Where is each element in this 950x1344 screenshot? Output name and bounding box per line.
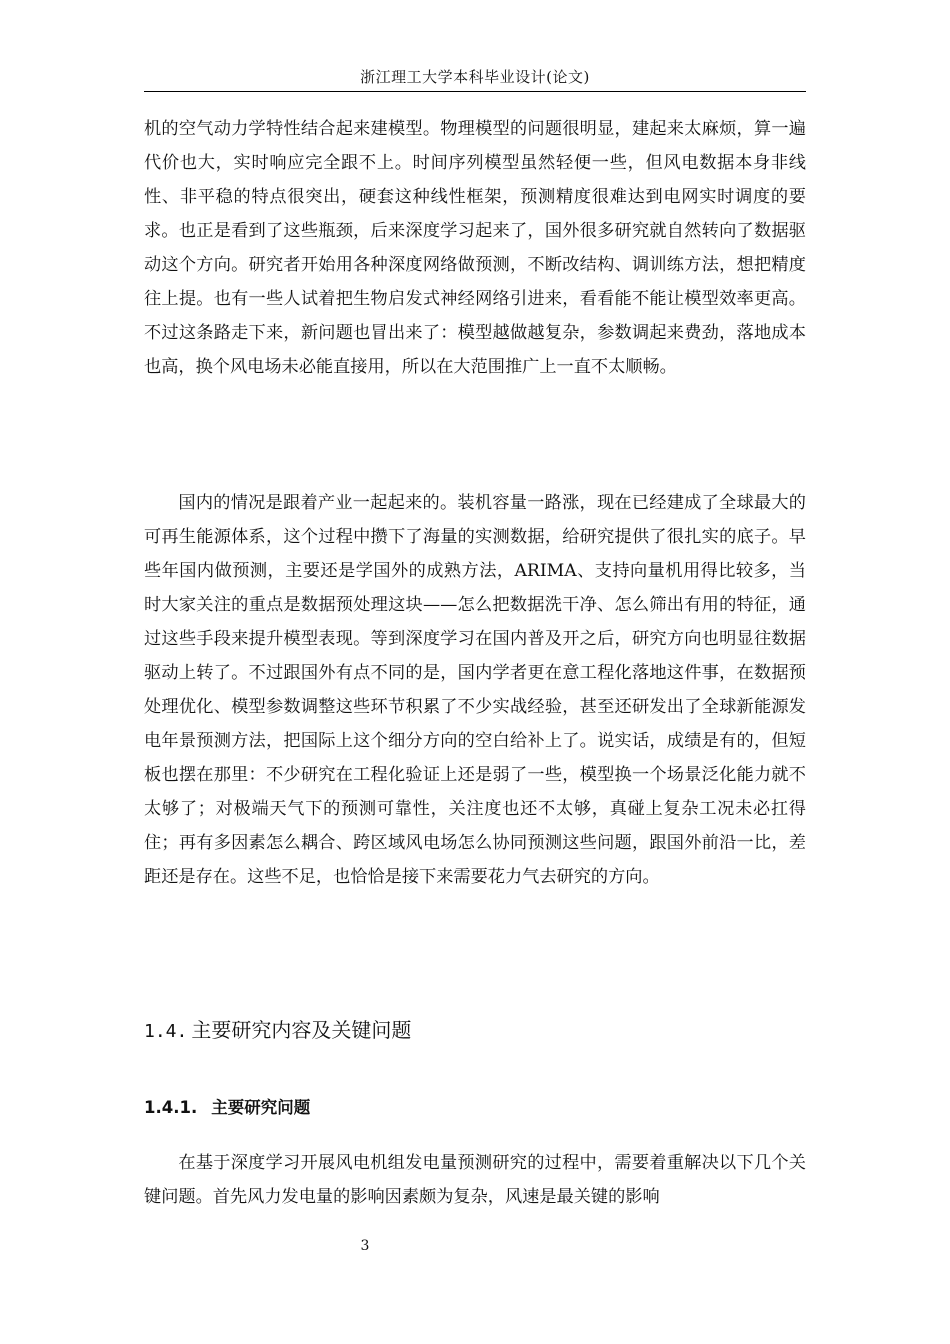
section-number: 1.4. (144, 1021, 188, 1042)
subsection-number: 1.4.1. (144, 1098, 198, 1117)
section-title: 主要研究内容及关键问题 (191, 1018, 412, 1042)
subsection-title: 主要研究问题 (211, 1098, 311, 1117)
paragraph-3: 在基于深度学习开展风电机组发电量预测研究的过程中，需要着重解决以下几个关键问题。首先风力发电量的影响因素颇为复杂，风速是最关键的影响 (144, 1153, 806, 1207)
header-divider (144, 91, 806, 92)
page-number: 3 (360, 1238, 370, 1254)
page-header-title: 浙江理工大学本科毕业设计(论文) (360, 68, 590, 86)
paragraph-1: 机的空气动力学特性结合起来建模型。物理模型的问题很明显，建起来太麻烦，算一遍代价也大，实时响应完全跟不上。时间序列模型虽然轻便一些，但风电数据本身非线性、非平稳的特点很突出，硬套这种线性框架，预测精度很难达到电网实时调度的要求。也正是看到了这些瓶颈，后来深度学习起来了，国外很多研究就自然转向了数据驱动这个方向。研究者开始用各种深度网络做预测，不断改结构、调训练方法，想把精度往上提。也有一些人试着把生物启发式神经网络引进来，看看能不能让模型效率更高。不过这条路走下来，新问题也冒出来了：模型越做越复杂，参数调起来费劲，落地成本也高，换个风电场未必能直接用，所以在大范围推广上一直不太顺畅。 (144, 119, 806, 377)
section-heading (144, 1014, 411, 1043)
paragraph-2: 国内的情况是跟着产业一起起来的。装机容量一路涨，现在已经建成了全球最大的可再生能源体系，这个过程中攒下了海量的实测数据，给研究提供了很扎实的底子。早些年国内做预测，主要还是学国外的成熟方法，ARIMA、支持向量机用得比较多，当时大家关注的重点是数据预处理这块——怎么把数据洗干净、怎么筛出有用的特征，通过这些手段来提升模型表现。等到深度学习在国内普及开之后，研究方向也明显往数据驱动上转了。不过跟国外有点不同的是，国内学者更在意工程化落地这件事，在数据预处理优化、模型参数调整这些环节积累了不少实战经验，甚至还研发出了全球新能源发电年景预测方法，把国际上这个细分方向的空白给补上了。说实话，成绩是有的，但短板也摆在那里：不少研究在工程化验证上还是弱了一些，模型换一个场景泛化能力就不太够了；对极端天气下的预测可靠性，关注度也还不太够，真碰上复杂工况未必扛得住；再有多因素怎么耦合、跨区域风电场怎么协同预测这些问题，跟国外前沿一比，差距还是存在。这些不足，也恰恰是接下来需要花力气去研究的方向。 (144, 493, 806, 887)
subsection-heading (144, 1094, 310, 1118)
